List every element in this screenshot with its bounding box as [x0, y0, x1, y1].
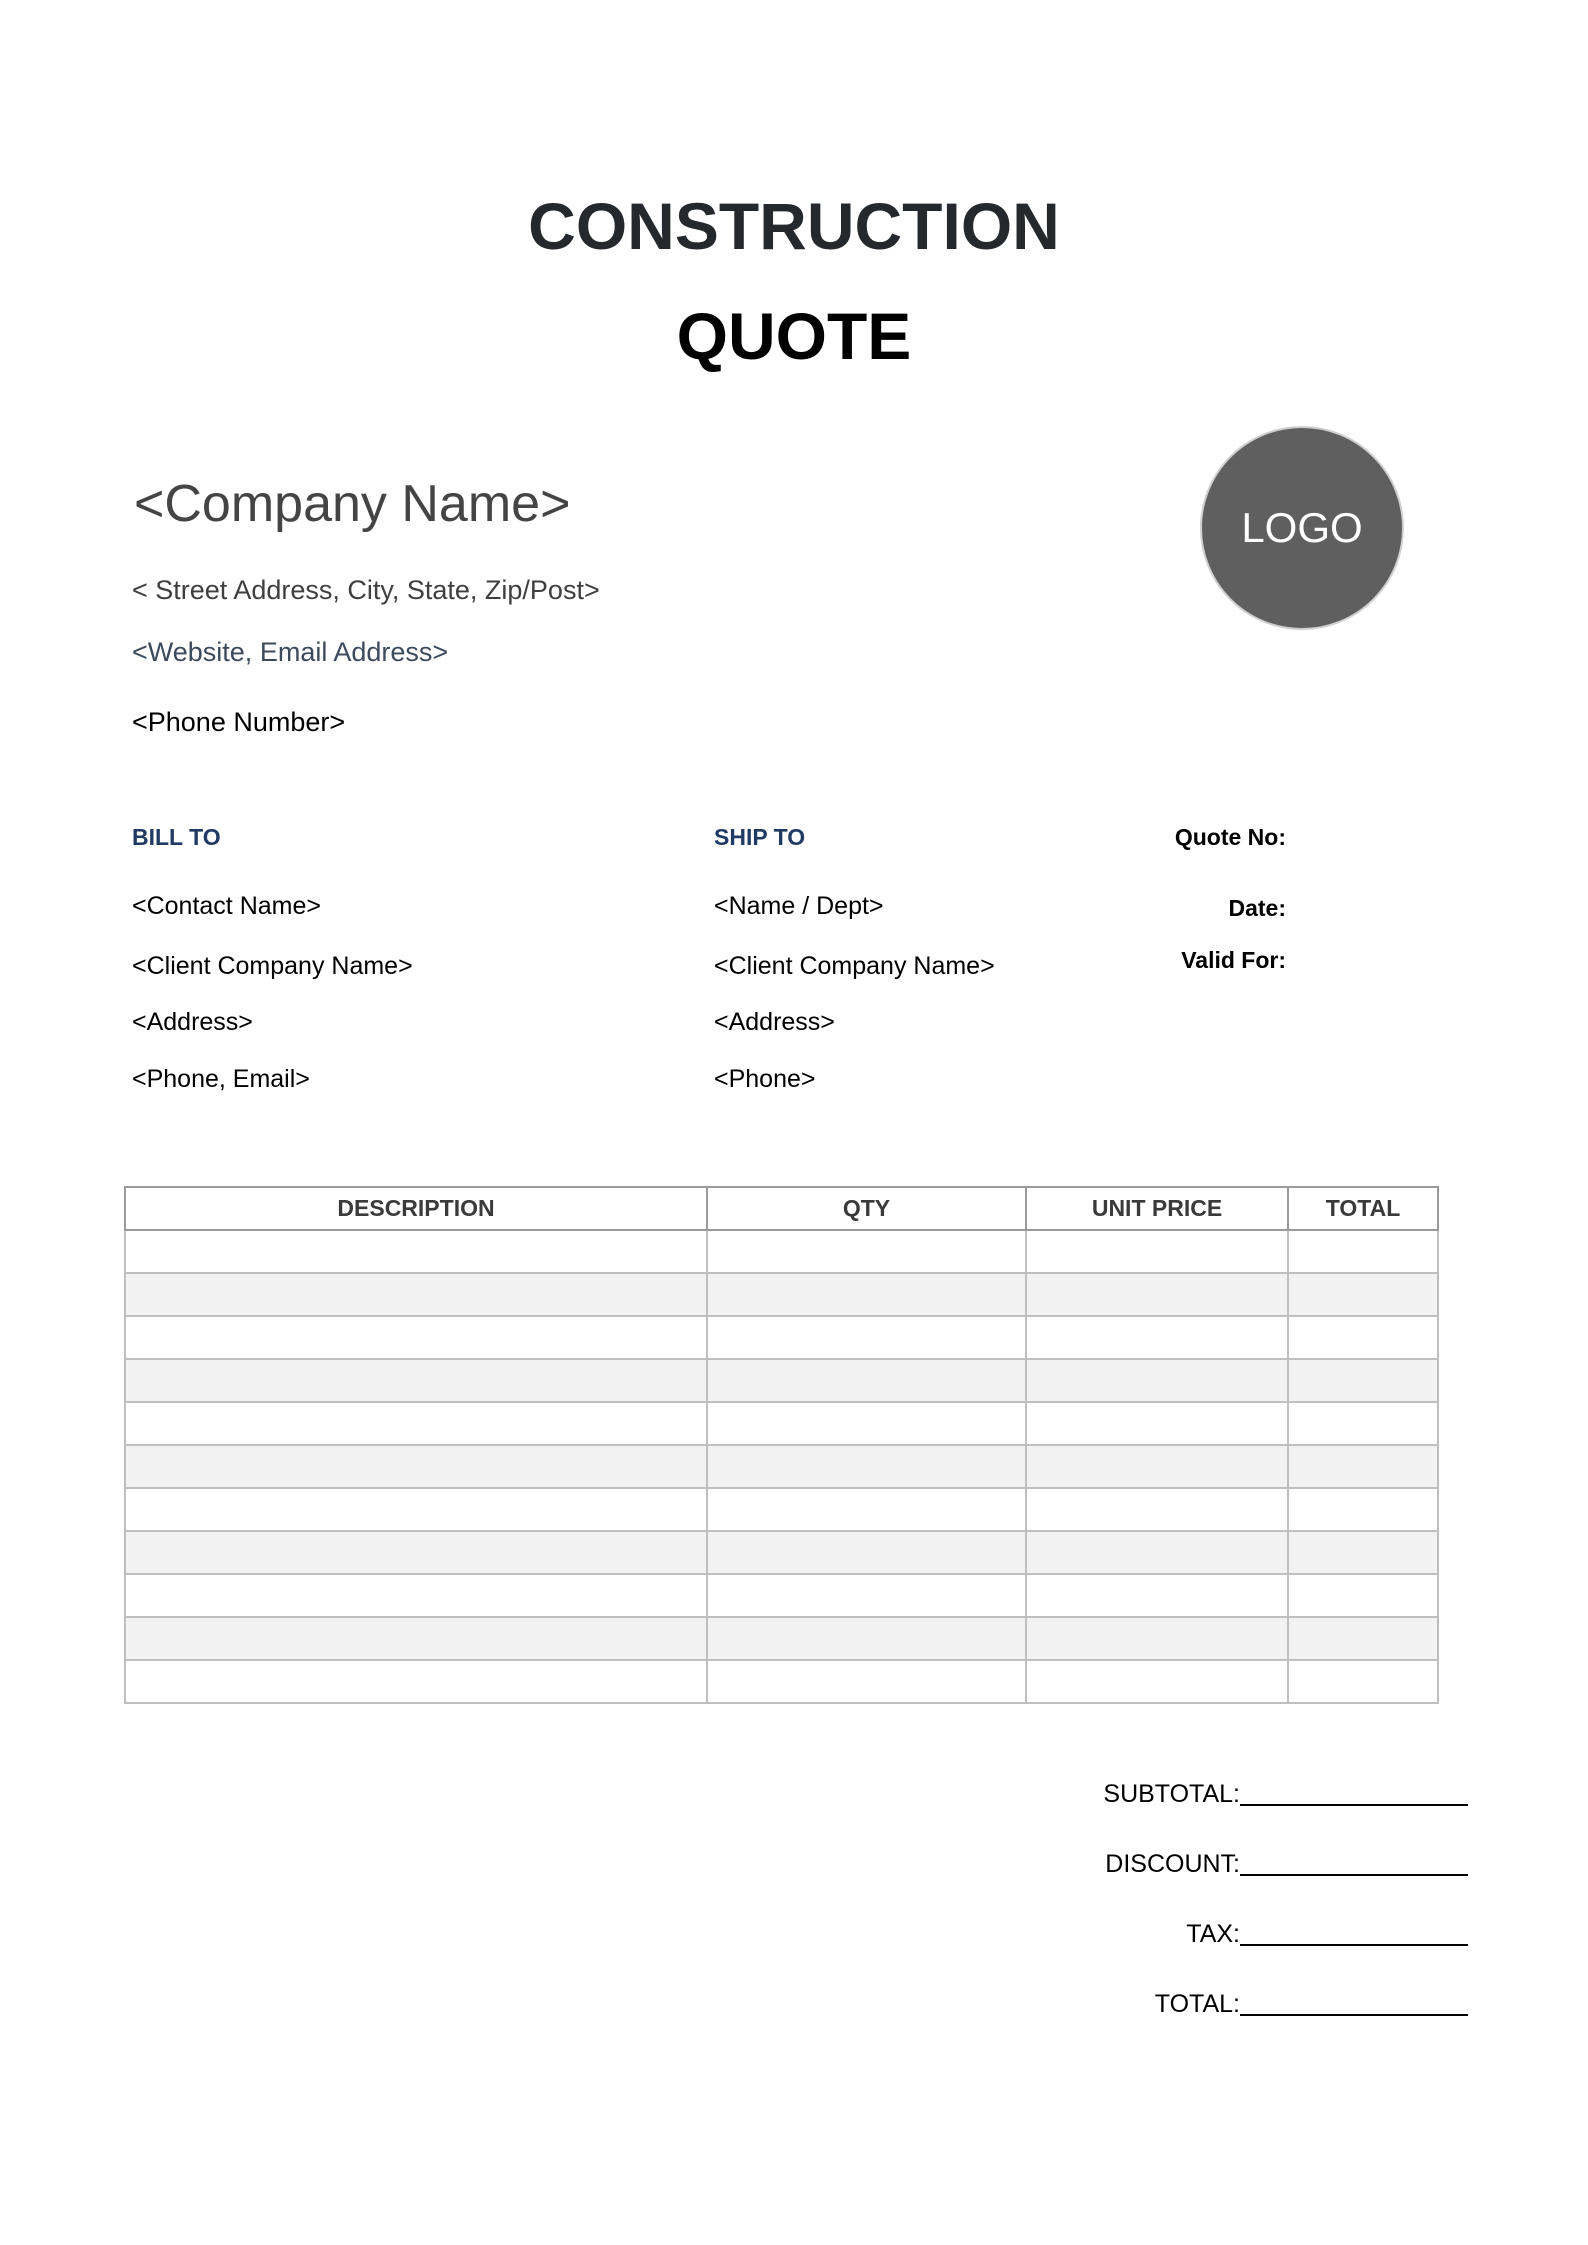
cell-qty[interactable] — [707, 1531, 1026, 1574]
column-header-unit-price: UNIT PRICE — [1026, 1187, 1288, 1230]
column-header-description: DESCRIPTION — [125, 1187, 707, 1230]
logo-placeholder — [1200, 426, 1404, 630]
cell-unit-price[interactable] — [1026, 1574, 1288, 1617]
cell-qty[interactable] — [707, 1617, 1026, 1660]
cell-qty[interactable] — [707, 1316, 1026, 1359]
ship-to-client-company: <Client Company Name> — [714, 952, 995, 980]
discount-row — [900, 1840, 1468, 1880]
bill-to-phone-email: <Phone, Email> — [132, 1065, 310, 1093]
table-row — [125, 1230, 1438, 1273]
cell-total[interactable] — [1288, 1230, 1438, 1273]
subtotal-field[interactable] — [1240, 1774, 1468, 1806]
cell-unit-price[interactable] — [1026, 1273, 1288, 1316]
table-row — [125, 1531, 1438, 1574]
cell-description[interactable] — [125, 1402, 707, 1445]
cell-unit-price[interactable] — [1026, 1660, 1288, 1703]
table-row — [125, 1359, 1438, 1402]
column-header-qty: QTY — [707, 1187, 1026, 1230]
subtotal-label: SUBTOTAL: — [1103, 1780, 1240, 1808]
cell-total[interactable] — [1288, 1273, 1438, 1316]
discount-field[interactable] — [1240, 1844, 1468, 1876]
cell-description[interactable] — [125, 1574, 707, 1617]
ship-to-label: SHIP TO — [714, 824, 806, 850]
table-row — [125, 1617, 1438, 1660]
cell-unit-price[interactable] — [1026, 1445, 1288, 1488]
cell-total[interactable] — [1288, 1574, 1438, 1617]
total-label: TOTAL: — [1154, 1990, 1240, 2018]
logo-text: LOGO — [1241, 504, 1363, 551]
table-row — [125, 1574, 1438, 1617]
cell-description[interactable] — [125, 1617, 707, 1660]
total-field[interactable] — [1240, 1984, 1468, 2016]
cell-description[interactable] — [125, 1230, 707, 1273]
cell-description[interactable] — [125, 1359, 707, 1402]
cell-description[interactable] — [125, 1531, 707, 1574]
cell-qty[interactable] — [707, 1574, 1026, 1617]
cell-unit-price[interactable] — [1026, 1488, 1288, 1531]
table-row — [125, 1660, 1438, 1703]
table-row — [125, 1273, 1438, 1316]
cell-total[interactable] — [1288, 1531, 1438, 1574]
date-label: Date: — [1228, 895, 1286, 921]
company-name: <Company Name> — [134, 475, 571, 533]
valid-for-label: Valid For: — [1181, 947, 1286, 973]
bill-to-label: BILL TO — [132, 824, 221, 850]
cell-qty[interactable] — [707, 1488, 1026, 1531]
line-items-table — [124, 1186, 1439, 1704]
ship-to-name-dept: <Name / Dept> — [714, 892, 884, 920]
subtotal-row — [900, 1770, 1468, 1810]
cell-total[interactable] — [1288, 1617, 1438, 1660]
cell-total[interactable] — [1288, 1445, 1438, 1488]
cell-total[interactable] — [1288, 1488, 1438, 1531]
cell-unit-price[interactable] — [1026, 1359, 1288, 1402]
company-phone: <Phone Number> — [132, 707, 346, 737]
total-row — [900, 1980, 1468, 2020]
cell-qty[interactable] — [707, 1660, 1026, 1703]
cell-qty[interactable] — [707, 1230, 1026, 1273]
cell-total[interactable] — [1288, 1660, 1438, 1703]
cell-description[interactable] — [125, 1445, 707, 1488]
cell-qty[interactable] — [707, 1359, 1026, 1402]
discount-label: DISCOUNT: — [1105, 1850, 1240, 1878]
table-row — [125, 1316, 1438, 1359]
cell-total[interactable] — [1288, 1402, 1438, 1445]
cell-unit-price[interactable] — [1026, 1230, 1288, 1273]
cell-unit-price[interactable] — [1026, 1531, 1288, 1574]
bill-to-address: <Address> — [132, 1008, 253, 1036]
table-row — [125, 1488, 1438, 1531]
cell-qty[interactable] — [707, 1273, 1026, 1316]
cell-description[interactable] — [125, 1660, 707, 1703]
cell-unit-price[interactable] — [1026, 1316, 1288, 1359]
bill-to-client-company: <Client Company Name> — [132, 952, 413, 980]
column-header-total: TOTAL — [1288, 1187, 1438, 1230]
tax-label: TAX: — [1186, 1920, 1240, 1948]
quote-number-label: Quote No: — [1174, 824, 1286, 850]
tax-row — [900, 1910, 1468, 1950]
company-street-address: < Street Address, City, State, Zip/Post> — [132, 575, 600, 605]
cell-unit-price[interactable] — [1026, 1402, 1288, 1445]
cell-unit-price[interactable] — [1026, 1617, 1288, 1660]
cell-qty[interactable] — [707, 1445, 1026, 1488]
company-website-email: <Website, Email Address> — [132, 637, 449, 667]
cell-qty[interactable] — [707, 1402, 1026, 1445]
table-row — [125, 1445, 1438, 1488]
document-title-line1: CONSTRUCTION — [528, 189, 1060, 263]
ship-to-address: <Address> — [714, 1008, 835, 1036]
cell-description[interactable] — [125, 1316, 707, 1359]
ship-to-phone: <Phone> — [714, 1065, 816, 1093]
cell-total[interactable] — [1288, 1359, 1438, 1402]
table-row — [125, 1402, 1438, 1445]
cell-description[interactable] — [125, 1488, 707, 1531]
table-header-row — [125, 1187, 1438, 1230]
document-title-line2: QUOTE — [676, 299, 912, 373]
tax-field[interactable] — [1240, 1914, 1468, 1946]
cell-total[interactable] — [1288, 1316, 1438, 1359]
cell-description[interactable] — [125, 1273, 707, 1316]
bill-to-contact-name: <Contact Name> — [132, 892, 321, 920]
